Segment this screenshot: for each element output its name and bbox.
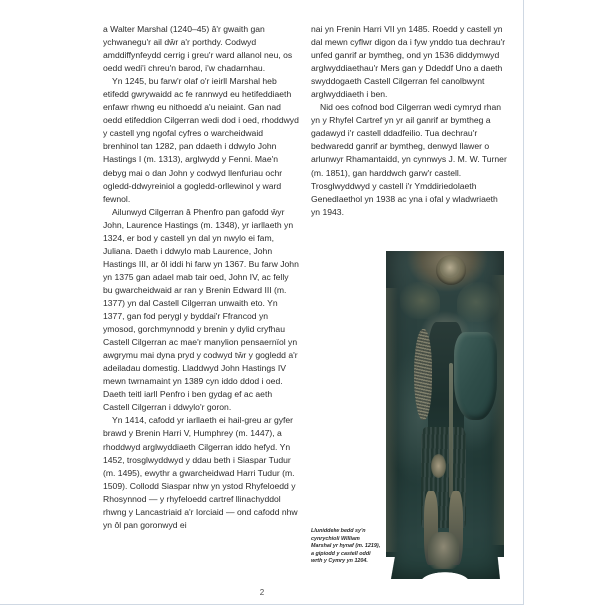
page-trim-line-bottom (0, 604, 524, 605)
body-text-column-left (103, 23, 299, 532)
page-trim-line-right (523, 0, 524, 605)
carving-torso (428, 322, 463, 457)
carving-foliage-left (400, 282, 440, 319)
carving-lion-at-feet (428, 532, 459, 569)
slab-edge-left (386, 288, 398, 552)
carving-sword (449, 363, 454, 498)
carving-foliage-right (457, 282, 499, 323)
effigy-photograph (386, 241, 504, 579)
paragraph: Nid oes cofnod bod Cilgerran wedi cymryd rhan yn y Rhyfel Cartref yn yr ail ganrif ar bymtheg a gadawyd i'r castell ddadfeilio. Tua dechrau'r bedwaredd ganrif ar bymtheg, denwyd llawer o arlunwyr Rhamantaidd, yn cynnwys J. M. W. Turner (m. 1851), gan harddwch garw'r castell. Trosglwyddwyd y castell i'r Ymddiriedolaeth Genedlaethol yn 1938 ac yna i ofal y wladwriaeth yn 1943. (311, 102, 507, 217)
paragraph: Ailunwyd Cilgerran â Phenfro pan gafodd ŵyr John, Laurence Hastings (m. 1348), yr iarllaeth yn 1324, er bod y castell yn dal yn nwylo ei fam, Juliana. Daeth i ddwylo mab Laurence, John Hastings III, ar ôl iddi hi farw yn 1367. Bu farw John yn 1375 gan adael mab tair oed, John IV, ac felly bu gwarcheidwaid ar ran y Brenin Edward III (m. 1377) yn dal Castell Cilgerran unwaith eto. Yn 1377, gan fod perygl y byddai'r Ffrancod yn ymosod, gorchmynnodd y brenin y dylid cryfhau Castell Cilgerran ac mae'r manylion pensaernïol yn awgrymu mai dyna pryd y codwyd tŵr y gogledd a'r adeiladau domestig. Lladdwyd John Hastings IV mewn twrnamaint yn 1389 cyn iddo ddod i oed. Daeth teitl iarll Penfro i ben gydag ef ac aeth Castell Cilgerran i ddwylo'r goron. (103, 206, 299, 413)
paragraph: Yn 1245, bu farw'r olaf o'r ieirll Marshal heb etifedd gwrywaidd ac fe rannwyd eu hetifeddiaeth enfawr rhwng eu nithoedd a'u neiaint. Gan nad oedd etifeddion Cilgerran wedi dod i oed, rhoddwyd y castell yng ngofal cyfres o warcheidwaid brenhinol tan 1282, pan ddaeth i ddwylo John Hastings I (m. 1313), arglwydd y Fenni. Mae'n debyg mai o dan John y codwyd llenfuriau ochr ogledd-ddwyreiniol a gogledd-orllewinol y ward fewnol. (103, 76, 299, 204)
carving-leg-right (449, 491, 463, 565)
carving-head (436, 255, 467, 285)
carving-face (440, 259, 460, 278)
paragraph: Yn 1414, cafodd yr iarllaeth ei hail-greu ar gyfer brawd y Brenin Harri V, Humphrey (m. 1447), a rhoddwyd arglwyddiaeth Cilgerran iddo hefyd. Yn 1452, trosglwyddwyd y ddau beth i Siaspar Tudur (m. 1495), ewythr a gwarcheidwad Harri Tudur (m. 1509). Collodd Siaspar nhw yn ystod Rhyfeloedd y Rhosynnod — y rhyfeloedd cartref llinachyddol rhwng y Lancastriaid a'r Iorciaid — ond cafodd nhw yn ôl pan goronwyd ei (103, 415, 298, 530)
page-number: 2 (259, 588, 265, 597)
effigy-image-surface (386, 241, 504, 579)
carving-leg-left (424, 491, 438, 565)
figure-caption: Lluniddelw bedd sy'n cynrychioli William Marshal yr hynaf (m. 1219), a gipiodd y castell oddi wrth y Cymry yn 1204. (311, 528, 381, 565)
body-text-column-right (311, 23, 507, 219)
carving-shield (454, 332, 496, 420)
carving-surcoat (421, 427, 466, 528)
paragraph: nai yn Frenin Harri VII yn 1485. Roedd y castell yn dal mewn cyflwr digon da i fyw ynddo tua dechrau'r unfed ganrif ar bymtheg, ond yn 1536 diddymwyd arglwyddiaethau'r Mers gan y Ddeddf Uno a daeth swyddogaeth Castell Cilgerran fel canolbwynt arglwyddiaeth i ben. (311, 24, 506, 100)
slab-edge-right (491, 275, 504, 545)
carving-chainmail (414, 329, 432, 420)
carving-hand (431, 454, 446, 478)
paragraph: a Walter Marshal (1240–45) â'r gwaith gan ychwanegu'r ail dŵr a'r porthdy. Codwyd amddiffynfeydd cerrig i greu'r ward allanol neu, os oedd wedi'i chreu'n barod, i'w chadarnhau. (103, 24, 293, 74)
